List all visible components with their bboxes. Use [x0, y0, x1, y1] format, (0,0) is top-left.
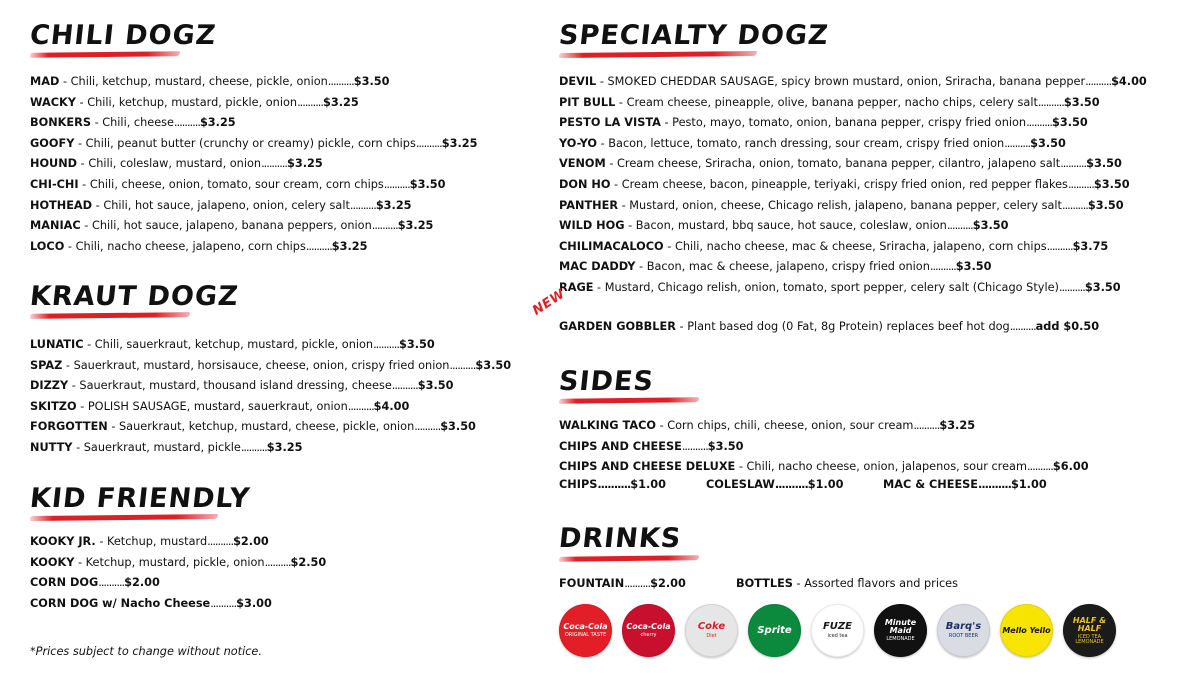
item-name: RAGE	[559, 280, 594, 294]
fuze-logo: FUZE iced tea	[811, 604, 864, 657]
chili-heading-underline	[30, 51, 180, 58]
list-item: GOOFY - Chili, peanut butter (crunchy or creamy) pickle, corn chips..........$3.25	[30, 136, 478, 150]
item-description: Bacon, mac & cheese, jalapeno, crispy fried onion	[646, 260, 930, 274]
item-price: $3.00	[236, 596, 272, 610]
list-item: CORN DOG w/ Nacho Cheese..........$3.00	[30, 596, 272, 610]
mello-yello-logo: Mello Yello	[1000, 604, 1053, 657]
list-item: DIZZY - Sauerkraut, mustard, thousand island dressing, cheese..........$3.50	[30, 379, 454, 393]
item-price: $3.50	[1086, 157, 1122, 171]
item-name: GOOFY	[30, 136, 75, 150]
list-item: SPAZ - Sauerkraut, mustard, horsisauce, cheese, onion, crispy fried onion..........$3.50	[30, 358, 512, 372]
kraut-dogz-heading: KRAUT DOGZ	[28, 281, 241, 312]
item-price: $3.50	[955, 260, 992, 274]
list-item: CHIPS AND CHEESE DELUXE - Chili, nacho cheese, onion, jalapenos, sour cream..........$6.00	[559, 460, 1089, 474]
list-item: PESTO LA VISTA - Pesto, mayo, tomato, onion, banana pepper, crispy fried onion..........$3.50	[559, 116, 1088, 130]
kid-heading-underline	[30, 514, 218, 521]
list-item: HOTHEAD - Chili, hot sauce, jalapeno, onion, celery salt..........$3.25	[30, 198, 412, 212]
item-price: $3.50	[417, 379, 454, 393]
item-name: NUTTY	[30, 440, 73, 454]
item-description: SMOKED CHEDDAR SAUSAGE, spicy brown mustard, onion, Sriracha, banana pepper	[607, 75, 1086, 88]
sides-heading-underline	[559, 397, 699, 403]
item-name: WACKY	[30, 95, 76, 109]
item-name: BONKERS	[30, 116, 91, 130]
item-name: HOUND	[30, 157, 78, 171]
item-description: Chili, ketchup, mustard, pickle, onion	[87, 95, 298, 109]
item-description: Chili, nacho cheese, jalapeno, corn chips	[75, 239, 306, 253]
list-item: BONKERS - Chili, cheese..........$3.25	[30, 116, 236, 130]
list-item: RAGE - Mustard, Chicago relish, onion, tomato, sport pepper, celery salt (Chicago Style)..........$3.50	[559, 280, 1121, 294]
list-item: CORN DOG..........$2.00	[30, 576, 160, 590]
item-price: $3.50	[399, 338, 435, 351]
list-item: KOOKY JR. - Ketchup, mustard..........$2.00	[30, 535, 269, 548]
item-price: $3.50	[1093, 177, 1130, 191]
side-coleslaw: COLESLAW..........$1.00	[706, 478, 844, 491]
list-item: LOCO - Chili, nacho cheese, jalapeno, corn chips..........$3.25	[30, 239, 368, 253]
list-item: HOUND - Chili, coleslaw, mustard, onion..........$3.25	[30, 157, 323, 171]
list-item: WACKY - Chili, ketchup, mustard, pickle, onion..........$3.25	[30, 95, 359, 109]
item-price: $6.00	[1052, 460, 1089, 474]
item-price: $2.00	[124, 576, 160, 590]
item-name: DEVIL	[559, 75, 597, 88]
item-price: $3.25	[441, 136, 478, 150]
list-item: WILD HOG - Bacon, mustard, bbq sauce, hot sauce, coleslaw, onion..........$3.50	[559, 219, 1009, 233]
item-name: SKITZO	[30, 399, 77, 413]
item-name: SPAZ	[30, 358, 63, 372]
coca-cola-cherry-logo: Coca-Cola cherry	[622, 604, 675, 657]
item-name: WALKING TACO	[559, 419, 656, 432]
item-name: PESTO LA VISTA	[559, 116, 661, 130]
item-description: Chili, hot sauce, jalapeno, onion, celery salt	[103, 198, 350, 212]
item-name: GARDEN GOBBLER	[559, 320, 676, 333]
kraut-dogz-list	[30, 335, 511, 459]
item-name: CHI-CHI	[30, 177, 79, 191]
item-price: $4.00	[373, 399, 410, 413]
drink-logos	[559, 604, 1199, 660]
specialty-heading-underline	[559, 51, 757, 58]
list-item: VENOM - Cream cheese, Sriracha, onion, tomato, banana pepper, cilantro, jalapeno salt..........$3.50	[559, 157, 1122, 171]
list-item: NUTTY - Sauerkraut, mustard, pickle..........$3.25	[30, 440, 303, 454]
item-description: Cream cheese, Sriracha, onion, tomato, banana pepper, cilantro, jalapeno salt	[617, 157, 1061, 171]
price-disclaimer: *Prices subject to change without notice.	[30, 645, 262, 658]
sides-list	[559, 416, 1089, 478]
item-description: Chili, nacho cheese, onion, jalapenos, sour cream	[746, 460, 1027, 474]
garden-gobbler-list	[559, 317, 1099, 338]
item-price: $3.50	[1030, 136, 1066, 150]
item-name: LOCO	[30, 239, 65, 253]
chili-dogz-heading: CHILI DOGZ	[28, 20, 218, 51]
item-description: Sauerkraut, mustard, thousand island dressing, cheese	[79, 379, 392, 393]
kraut-heading-underline	[30, 312, 190, 319]
item-description: Chili, peanut butter (crunchy or creamy) pickle, corn chips	[85, 136, 416, 150]
item-description: Chili, hot sauce, jalapeno, banana peppers, onion	[91, 219, 372, 233]
item-description: Cream cheese, pineapple, olive, banana pepper, nacho chips, celery salt	[626, 95, 1038, 109]
item-price: $3.50	[1052, 116, 1088, 130]
list-item: DON HO - Cream cheese, bacon, pineapple, teriyaki, crispy fried onion, red pepper flakes..........$3.50	[559, 177, 1130, 191]
item-description: Chili, sauerkraut, ketchup, mustard, pickle, onion	[94, 338, 374, 351]
item-name: PIT BULL	[559, 95, 616, 109]
item-price: $3.25	[199, 116, 236, 130]
item-description: Ketchup, mustard, pickle, onion	[85, 555, 265, 569]
bottles-item: BOTTLES - Assorted flavors and prices	[736, 577, 959, 590]
item-name: FORGOTTEN	[30, 420, 108, 434]
list-item: CHIPS AND CHEESE..........$3.50	[559, 439, 744, 453]
side-chips: CHIPS..........$1.00	[559, 478, 667, 491]
list-item: WALKING TACO - Corn chips, chili, cheese, onion, sour cream..........$3.25	[559, 419, 976, 432]
list-item: FORGOTTEN - Sauerkraut, ketchup, mustard, cheese, pickle, onion..........$3.50	[30, 420, 476, 434]
list-item: KOOKY - Ketchup, mustard, pickle, onion..........$2.50	[30, 555, 327, 569]
item-price: $2.50	[290, 555, 327, 569]
item-name: MANIAC	[30, 219, 81, 233]
list-item: DEVIL - SMOKED CHEDDAR SAUSAGE, spicy brown mustard, onion, Sriracha, banana pepper..........$4.00	[559, 75, 1147, 88]
item-description: Chili, coleslaw, mustard, onion	[88, 157, 262, 171]
minute-maid-logo: Minute Maid LEMONADE	[874, 604, 927, 657]
item-name: DON HO	[559, 177, 611, 191]
specialty-dogz-list	[559, 72, 1147, 299]
item-description: Mustard, onion, cheese, Chicago relish, jalapeno, banana pepper, celery salt	[629, 198, 1062, 212]
item-price: $3.25	[397, 219, 434, 233]
item-name: HOTHEAD	[30, 198, 93, 212]
item-price: $3.25	[286, 157, 323, 171]
item-name: KOOKY JR.	[30, 535, 96, 548]
sprite-logo: Sprite	[748, 604, 801, 657]
side-mac-and-cheese: MAC & CHEESE..........$1.00	[883, 478, 1047, 491]
item-price: $3.25	[322, 95, 359, 109]
item-description: Sauerkraut, ketchup, mustard, cheese, pickle, onion	[119, 420, 415, 434]
item-name: CHIPS AND CHEESE DELUXE	[559, 460, 736, 474]
item-description: Chili, ketchup, mustard, cheese, pickle, onion	[70, 75, 328, 88]
barqs-logo: Barq's ROOT BEER	[937, 604, 990, 657]
half-and-half-logo: HALF & HALF ICED TEA LEMONADE	[1063, 604, 1116, 657]
item-description: Chili, cheese, onion, tomato, sour cream, corn chips	[89, 177, 384, 191]
list-item: CHILIMACALOCO - Chili, nacho cheese, mac & cheese, Sriracha, jalapeno, corn chips..........$3.75	[559, 239, 1109, 253]
list-item: YO-YO - Bacon, lettuce, tomato, ranch dressing, sour cream, crispy fried onion..........$3.50	[559, 136, 1066, 150]
list-item: MAD - Chili, ketchup, mustard, cheese, pickle, onion..........$3.50	[30, 75, 390, 88]
item-name: YO-YO	[559, 136, 597, 150]
drinks-heading-underline	[559, 555, 699, 561]
list-item: MANIAC - Chili, hot sauce, jalapeno, banana peppers, onion..........$3.25	[30, 219, 434, 233]
new-badge: NEW	[530, 286, 569, 319]
list-item: CHI-CHI - Chili, cheese, onion, tomato, sour cream, corn chips..........$3.50	[30, 177, 446, 191]
item-price: $2.00	[233, 535, 269, 548]
item-description: Sauerkraut, mustard, pickle	[83, 440, 241, 454]
item-name: CHIPS AND CHEESE	[559, 439, 682, 453]
list-item: SKITZO - POLISH SAUSAGE, mustard, sauerkraut, onion..........$4.00	[30, 399, 410, 413]
item-name: MAD	[30, 75, 60, 88]
item-price: add $0.50	[1035, 320, 1100, 333]
item-name: DIZZY	[30, 379, 69, 393]
item-description: Pesto, mayo, tomato, onion, banana pepper, crispy fried onion	[672, 116, 1027, 130]
item-description: Ketchup, mustard	[107, 535, 208, 548]
chili-dogz-list	[30, 72, 477, 257]
item-description: Bacon, mustard, bbq sauce, hot sauce, coleslaw, onion	[635, 219, 947, 233]
list-item: GARDEN GOBBLER - Plant based dog (0 Fat, 8g Protein) replaces beef hot dog..........add $0.50	[559, 320, 1100, 333]
item-price: $3.25	[939, 419, 976, 432]
item-name: PANTHER	[559, 198, 619, 212]
drinks-heading: DRINKS	[557, 523, 683, 554]
item-description: Chili, cheese	[102, 116, 175, 130]
item-name: KOOKY	[30, 555, 75, 569]
item-price: $3.50	[475, 358, 512, 372]
item-price: $3.50	[1087, 198, 1124, 212]
item-price: $3.25	[375, 198, 412, 212]
item-price: $3.50	[353, 75, 390, 88]
item-description: Sauerkraut, mustard, horsisauce, cheese, onion, crispy fried onion	[73, 358, 450, 372]
item-name: VENOM	[559, 157, 606, 171]
item-price: $3.75	[1072, 239, 1109, 253]
item-price: $3.50	[707, 439, 744, 453]
item-price: $3.50	[972, 219, 1009, 233]
item-price: $3.50	[1063, 95, 1100, 109]
list-item: PANTHER - Mustard, onion, cheese, Chicago relish, jalapeno, banana pepper, celery salt..........$3.50	[559, 198, 1124, 212]
item-description: POLISH SAUSAGE, mustard, sauerkraut, onion	[87, 399, 348, 413]
specialty-dogz-heading: SPECIALTY DOGZ	[557, 20, 831, 51]
item-price: $3.50	[1084, 280, 1121, 294]
item-description: Plant based dog (0 Fat, 8g Protein) replaces beef hot dog	[687, 320, 1010, 333]
kid-friendly-heading: KID FRIENDLY	[28, 483, 252, 514]
list-item: LUNATIC - Chili, sauerkraut, ketchup, mustard, pickle, onion..........$3.50	[30, 338, 435, 351]
item-name: WILD HOG	[559, 219, 625, 233]
item-name: MAC DADDY	[559, 260, 636, 274]
item-description: Corn chips, chili, cheese, onion, sour cream	[667, 419, 914, 432]
item-name: CORN DOG w/ Nacho Cheese	[30, 596, 211, 610]
item-price: $4.00	[1111, 75, 1147, 88]
sides-heading: SIDES	[557, 366, 656, 397]
item-price: $3.25	[331, 239, 368, 253]
item-description: Mustard, Chicago relish, onion, tomato, sport pepper, celery salt (Chicago Style)	[604, 280, 1059, 294]
item-name: CORN DOG	[30, 576, 99, 590]
item-price: $3.25	[266, 440, 303, 454]
coca-cola-logo: Coca-Cola ORIGINAL TASTE	[559, 604, 612, 657]
item-name: CHILIMACALOCO	[559, 239, 664, 253]
fountain-item: FOUNTAIN..........$2.00	[559, 577, 686, 590]
item-price: $3.50	[440, 420, 476, 434]
item-price: $3.50	[409, 177, 446, 191]
list-item: PIT BULL - Cream cheese, pineapple, olive, banana pepper, nacho chips, celery salt..........$3.50	[559, 95, 1100, 109]
list-item: MAC DADDY - Bacon, mac & cheese, jalapeno, crispy fried onion..........$3.50	[559, 260, 992, 274]
kid-friendly-list	[30, 532, 326, 614]
diet-coke-logo: Coke Diet	[685, 604, 738, 657]
item-description: Bacon, lettuce, tomato, ranch dressing, sour cream, crispy fried onion	[608, 136, 1005, 150]
item-name: LUNATIC	[30, 338, 84, 351]
item-description: Cream cheese, bacon, pineapple, teriyaki, crispy fried onion, red pepper flakes	[621, 177, 1068, 191]
item-description: Chili, nacho cheese, mac & cheese, Sriracha, jalapeno, corn chips	[674, 239, 1047, 253]
